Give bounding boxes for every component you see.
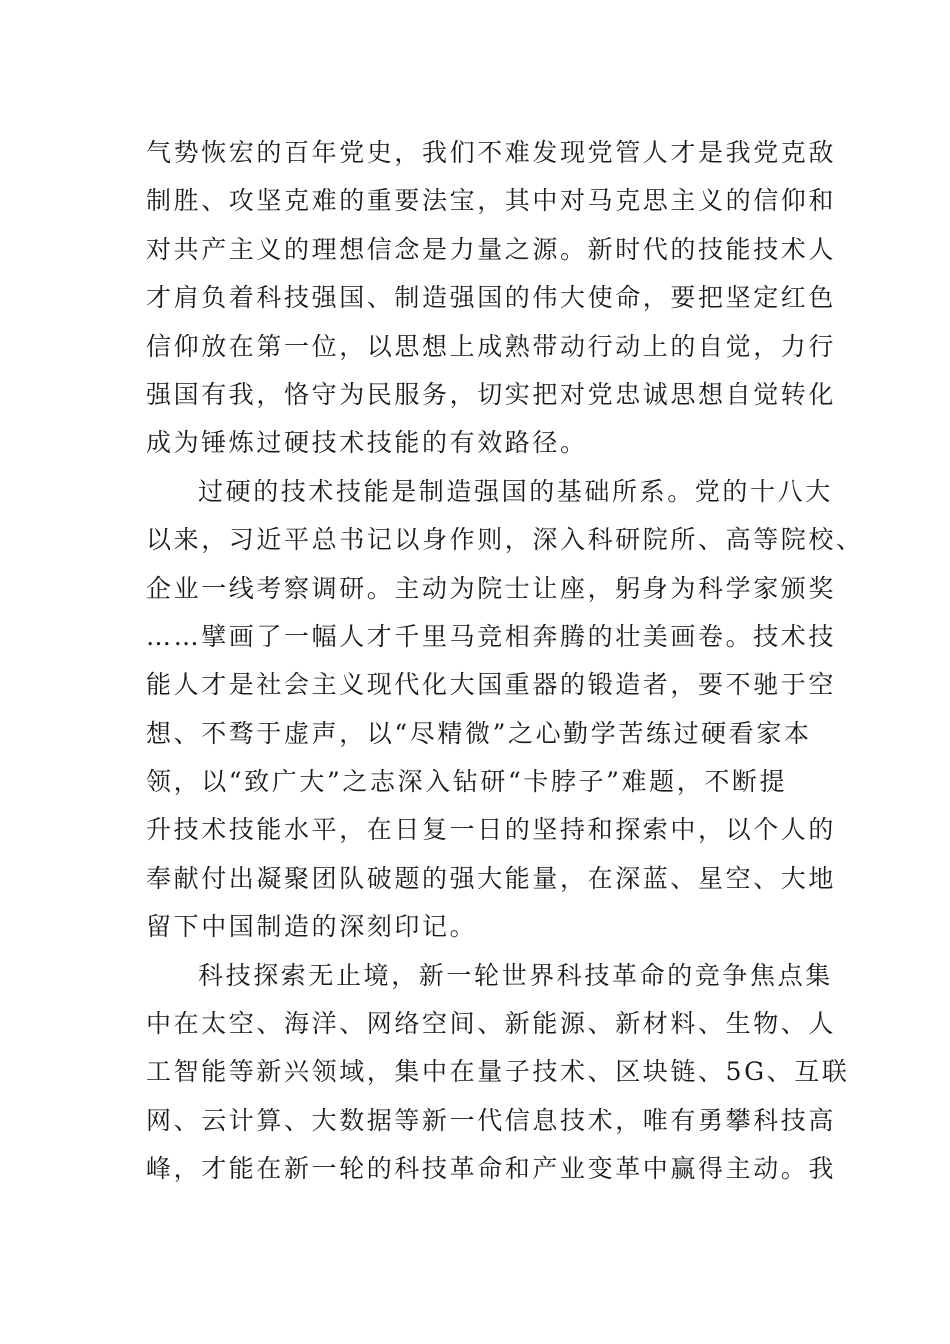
text-line: 以来，习近平总书记以身作则，深入科研院所、高等院校、 (146, 525, 864, 555)
text-line: 留下中国制造的深刻印记。 (146, 912, 478, 942)
text-line: 升技术技能水平，在日复一日的坚持和探索中，以个人的 (146, 815, 837, 845)
text-line: 对共产主义的理想信念是力量之源。新时代的技能技术人 (146, 234, 837, 264)
text-line: 企业一线考察调研。主动为院士让座，躬身为科学家颁奖 (146, 573, 837, 603)
text-line: 才肩负着科技强国、制造强国的伟大使命，要把坚定红色 (146, 283, 837, 313)
text-line: 强国有我，恪守为民服务，切实把对党忠诚思想自觉转化 (146, 379, 837, 409)
text-line: 领，以“致广大”之志深入钻研“卡脖子”难题，不断提 (146, 767, 788, 797)
text-line: 成为锤炼过硬技术技能的有效路径。 (146, 428, 588, 458)
text-line: 想、不骛于虚声，以“尽精微”之心勤学苦练过硬看家本 (146, 718, 812, 748)
text-line: 过硬的技术技能是制造强国的基础所系。党的十八大 (198, 476, 833, 506)
text-line: 制胜、攻坚克难的重要法宝，其中对马克思主义的信仰和 (146, 186, 837, 216)
text-line: ……擘画了一幅人才千里马竞相奔腾的壮美画卷。技术技 (146, 621, 837, 651)
text-line: 气势恢宏的百年党史，我们不难发现党管人才是我党克敌 (146, 138, 837, 167)
text-line: 网、云计算、大数据等新一代信息技术，唯有勇攀科技高 (146, 1105, 837, 1135)
text-line: 奉献付出凝聚团队破题的强大能量，在深蓝、星空、大地 (146, 863, 837, 893)
text-line: 峰，才能在新一轮的科技革命和产业变革中赢得主动。我 (146, 1154, 837, 1184)
text-line: 科技探索无止境，新一轮世界科技革命的竞争焦点集 (198, 960, 833, 990)
text-line: 中在太空、海洋、网络空间、新能源、新材料、生物、人 (146, 1009, 837, 1039)
text-line: 信仰放在第一位，以思想上成熟带动行动上的自觉，力行 (146, 331, 837, 361)
text-line: 能人才是社会主义现代化大国重器的锻造者，要不驰于空 (146, 670, 837, 700)
text-line: 工智能等新兴领域，集中在量子技术、区块链、5G、互联 (146, 1057, 850, 1087)
body-text (146, 129, 864, 1194)
